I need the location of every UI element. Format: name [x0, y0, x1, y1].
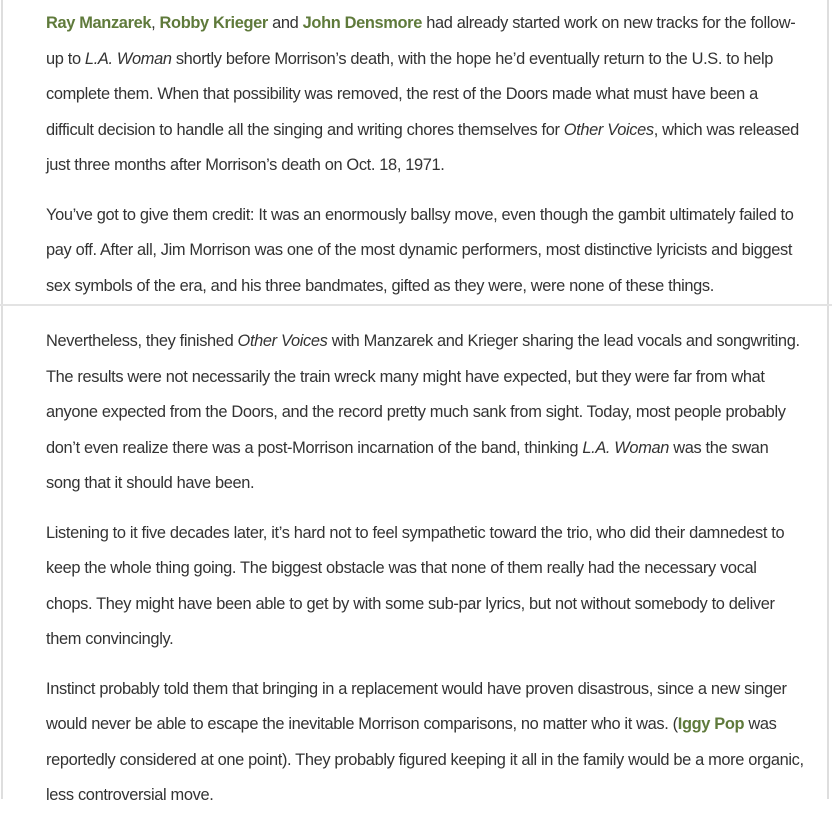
text-run: Instinct probably told them that bringing in a replacement would have proven disastrous, since a new singer would never be able to escape the inevitable Morrison comparisons, no matter who it was. ( — [46, 679, 787, 733]
link-iggy-pop[interactable]: Iggy Pop — [677, 715, 745, 733]
link-ray-manzarek[interactable]: Ray Manzarek — [46, 14, 152, 32]
paragraph-3 — [46, 324, 806, 502]
link-robby-krieger[interactable]: Robby Krieger — [159, 14, 268, 32]
text-run: was reportedly considered at one point). They probably figured keeping it all in the family would be a more organic, less controversial move. — [46, 715, 804, 804]
text-run: shortly before Morrison’s death, with the hope he’d eventually return to the U.S. to help complete them. When that possibility was removed, the rest of the Doors made what must have been a difficult decision to handle all the singing and writing chores themselves for — [46, 49, 774, 139]
paragraph-5 — [46, 672, 806, 814]
article-section-2 — [46, 324, 806, 814]
text-run: , — [151, 14, 160, 32]
text-run: , which was released just three months after Morrison’s death on Oct. 18, 1971. — [46, 120, 799, 174]
text-run: had already started work on new tracks for the follow-up to — [46, 14, 796, 68]
album-title-la-woman: L.A. Woman — [582, 438, 670, 457]
section-divider — [0, 304, 832, 306]
link-john-densmore[interactable]: John Densmore — [302, 14, 422, 32]
text-run: with Manzarek and Krieger sharing the lead vocals and songwriting. The results were not necessarily the train wreck many might have expected, but they were far from what anyone expected from the Doors, and the record pretty much sank from sight. Today, most people probably don’t even realize there was a post-Morrison incarnation of the band, thinking — [46, 332, 800, 457]
paragraph-4: Listening to it five decades later, it’s hard not to feel sympathetic toward the trio, who did their damnedest to keep the whole thing going. The biggest obstacle was that none of them really had the necessary vocal chops. They might have been able to get by with some sub-par lyrics, but not without somebody to deliver them convincingly. — [46, 523, 785, 648]
album-title-other-voices: Other Voices — [237, 332, 328, 350]
album-title-other-voices: Other Voices — [563, 120, 654, 139]
album-title-la-woman: L.A. Woman — [84, 49, 172, 68]
paragraph-2: You’ve got to give them credit: It was an enormously ballsy move, even though the gambit ultimately failed to pay off. After all, Jim Morrison was one of the most dynamic performers, most distinctive lyricists and biggest sex symbols of the era, and his three bandmates, gifted as they were, were none of these things. — [46, 205, 794, 295]
text-run: was the swan song that it should have been. — [46, 438, 769, 492]
text-run: and — [267, 14, 303, 32]
article-section-1 — [46, 6, 806, 304]
text-run: Nevertheless, they finished — [46, 332, 238, 350]
paragraph-1 — [46, 6, 806, 184]
